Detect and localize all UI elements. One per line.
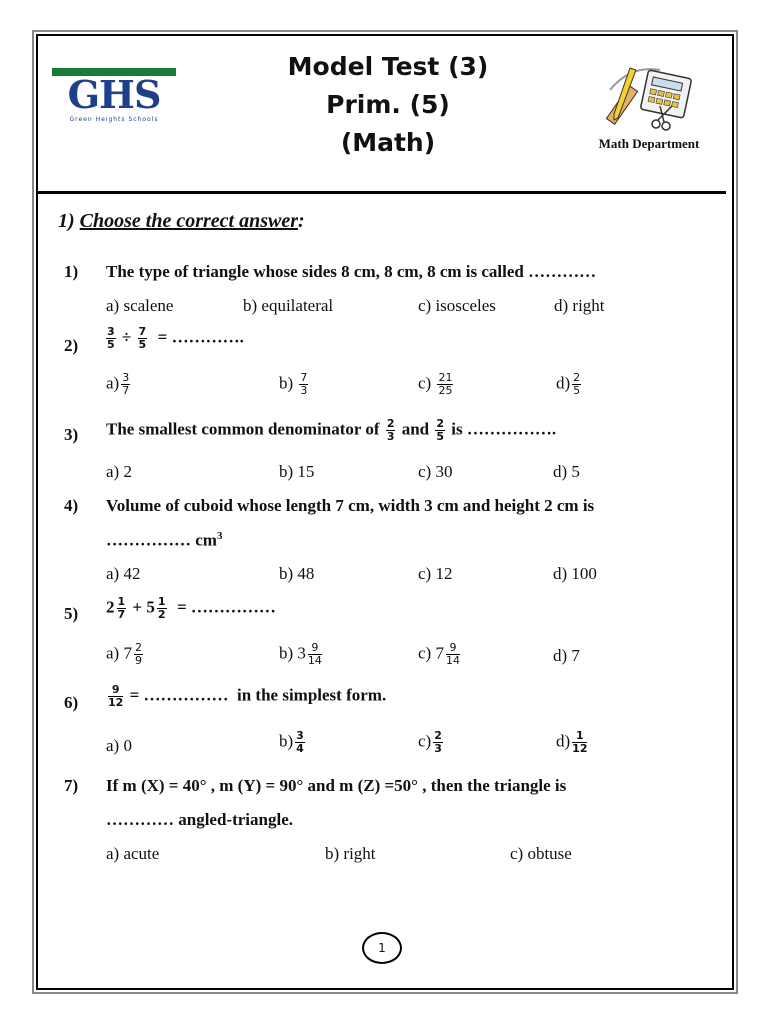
subject-title: (Math) [340, 128, 436, 157]
option-a: a) $\frac{3}{7}$ [106, 371, 130, 397]
option-a: a) scalene [106, 296, 174, 315]
fraction: $\frac{3}{5}$ [107, 325, 115, 351]
math-tools-icon [600, 60, 692, 134]
logo-subtitle: Green Heights Schools [69, 116, 159, 123]
grade-title: Prim. (5) [326, 90, 450, 119]
option-c: c) 7 $\frac{9}{14}$ [418, 641, 460, 667]
option-c: c) 12 [418, 564, 453, 583]
question-text-cont: ………… angled-triangle. [106, 810, 293, 829]
question-number: 2) [64, 336, 79, 355]
option-b: b) right [325, 844, 376, 863]
question-expression: 2 $\frac{1}{7}$ + 5 $\frac{1}{2}$ = …………… [106, 595, 276, 621]
question-number: 1) [64, 262, 79, 281]
option-c: c) obtuse [510, 844, 572, 863]
section-colon: : [298, 210, 305, 232]
option-a: a) acute [106, 844, 160, 863]
option-d: d) 5 [553, 462, 580, 481]
question-text: $\frac{9}{12}$ = …………… in the simplest form. [108, 683, 387, 709]
option-b: b) $\frac{3}{4}$ [279, 729, 304, 755]
question-number: 6) [64, 693, 79, 712]
option-a: a) 7 $\frac{2}{9}$ [106, 641, 142, 667]
option-c: c) isosceles [418, 296, 496, 315]
option-c: c) $\frac{21}{25}$ [418, 371, 453, 397]
section-number: 1) [58, 210, 80, 232]
logo-text: GHS [67, 72, 161, 117]
question-number: 4) [64, 496, 79, 515]
option-d: d) right [554, 296, 605, 315]
option-b: b) equilateral [243, 296, 334, 315]
option-b: b) 3 $\frac{9}{14}$ [279, 641, 322, 667]
question-text: If m (X) = 40° , m (Y) = 90° and m (Z) =50° , then the triangle is [106, 776, 567, 795]
question-number: 7) [64, 776, 79, 795]
fraction: $\frac{7}{5}$ [138, 325, 147, 351]
question-text: Volume of cuboid whose length 7 cm, width 3 cm and height 2 cm is [106, 496, 595, 515]
question-text: The type of triangle whose sides 8 cm, 8 cm, 8 cm is called ………… [106, 262, 597, 281]
option-d: d) 7 [553, 646, 580, 665]
question-text: The smallest common denominator of $\frac{2}{3}$ and $\frac{2}{5}$ is ……………. [106, 417, 557, 443]
option-b: b) $\frac{7}{3}$ [279, 371, 308, 397]
section-heading [58, 210, 305, 233]
question-text-cont: …………… $cm^3$ [106, 530, 223, 550]
question-expression [104, 326, 244, 351]
page-number: 1 [362, 932, 402, 964]
option-c: c) 30 [418, 462, 453, 481]
school-logo [52, 68, 176, 126]
section-label: Choose the correct answer [79, 210, 299, 232]
option-b: b) 48 [279, 564, 315, 583]
option-a: a) 0 [106, 736, 132, 755]
test-title: Model Test (3) [287, 52, 489, 81]
department-label: Math Department [598, 136, 700, 151]
header-divider [38, 191, 726, 194]
question-number: 5) [64, 604, 79, 623]
option-c: c) $\frac{2}{3}$ [418, 729, 442, 755]
option-a: a) 42 [106, 564, 141, 583]
option-d: d) $\frac{1}{12}$ [556, 729, 588, 755]
option-d: d) $\frac{2}{5}$ [556, 371, 581, 397]
option-b: b) 15 [279, 462, 315, 481]
operator: ÷ [121, 327, 132, 347]
option-a: a) 2 [106, 462, 132, 481]
option-d: d) 100 [553, 564, 597, 583]
equals-blank: = …………. [157, 327, 244, 347]
question-number: 3) [64, 425, 79, 444]
